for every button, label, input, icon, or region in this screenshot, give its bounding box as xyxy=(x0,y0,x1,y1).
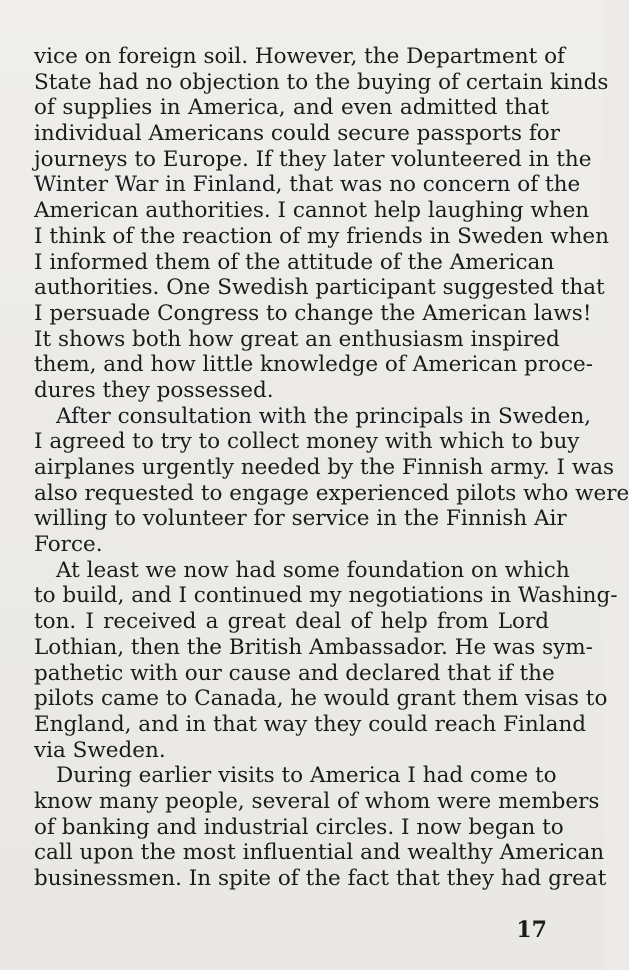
text-line: vice on foreign soil. However, the Department of xyxy=(34,44,565,69)
text-line: State had no objection to the buying of certain kinds xyxy=(34,69,609,95)
text-line: Lothian, then the British Ambassador. He was sym- xyxy=(34,634,593,660)
text-line: airplanes urgently needed by the Finnish army. I was xyxy=(34,455,615,480)
text-line: dures they possessed. xyxy=(34,377,274,403)
text-line: also requested to engage experienced pilots who were xyxy=(34,480,629,506)
page-number: 17 xyxy=(516,917,547,943)
text-line: Winter War in Finland, that was no concern of the xyxy=(34,172,581,198)
text-line: individual Americans could secure passports for xyxy=(34,121,560,147)
text-line: of supplies in America, and even admitted that xyxy=(34,95,549,121)
text-line: ton. I received a great deal of help from Lord xyxy=(34,609,549,635)
text-line: At least we now had some foundation on which xyxy=(56,557,570,583)
text-line: businessmen. In spite of the fact that they had great xyxy=(34,866,607,891)
text-line: I persuade Congress to change the American laws! xyxy=(34,300,592,326)
text-line: of banking and industrial circles. I now began to xyxy=(34,814,564,840)
text-line: I agreed to try to collect money with which to buy xyxy=(34,429,580,455)
text-line: After consultation with the principals in Sweden, xyxy=(56,403,592,429)
text-line: journeys to Europe. If they later volunteered in the xyxy=(34,146,592,172)
text-line: During earlier visits to America I had come to xyxy=(56,763,557,789)
text-line: know many people, several of whom were members xyxy=(34,788,600,814)
text-line: authorities. One Swedish participant suggested that xyxy=(34,275,605,301)
text-line: It shows both how great an enthusiasm inspired xyxy=(34,326,560,352)
text-line: willing to volunteer for service in the Finnish Air xyxy=(34,506,567,532)
text-line: England, and in that way they could reach Finland xyxy=(34,711,587,737)
body-text xyxy=(34,44,629,892)
text-line: via Sweden. xyxy=(34,737,166,763)
text-line: I informed them of the attitude of the American xyxy=(34,249,555,275)
text-line: them, and how little knowledge of American proce- xyxy=(34,352,594,378)
text-line: pathetic with our cause and declared that if the xyxy=(34,660,555,686)
text-line: American authorities. I cannot help laughing when xyxy=(34,198,590,224)
text-line: call upon the most influential and wealthy American xyxy=(34,840,605,866)
text-line: I think of the reaction of my friends in Sweden when xyxy=(34,223,609,249)
text-line: to build, and I continued my negotiations in Washing- xyxy=(34,583,618,609)
text-line: pilots came to Canada, he would grant them visas to xyxy=(34,686,608,712)
text-line: Force. xyxy=(34,532,103,558)
